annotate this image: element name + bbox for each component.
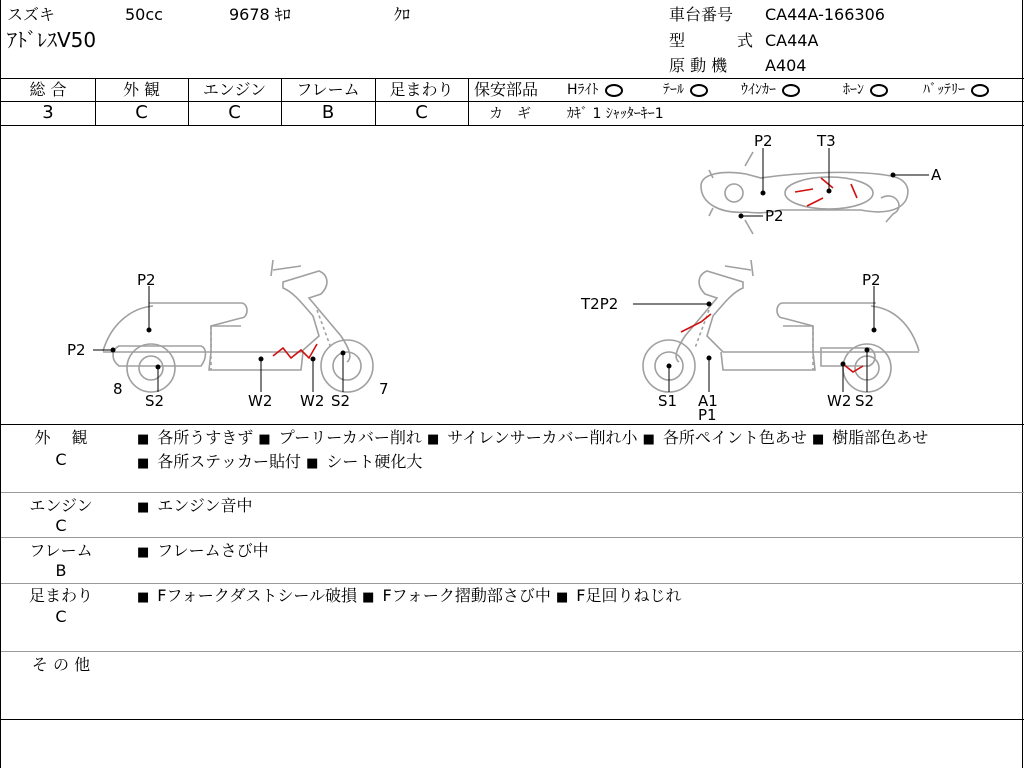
label-right-s1: S1 xyxy=(658,392,678,410)
ok-circle-icon xyxy=(782,84,800,97)
frame-no: CA44A-166306 xyxy=(765,5,885,24)
engine-value: A404 xyxy=(765,56,807,75)
grade-header-overall: 総 合 xyxy=(29,80,67,99)
label-right-s2: S2 xyxy=(855,392,875,410)
bullet-square-icon: ■ xyxy=(137,590,150,605)
label-top-p2-b: P2 xyxy=(765,207,784,225)
label-right-t2p2: T2P2 xyxy=(581,295,619,313)
bullet-square-icon: ■ xyxy=(555,590,569,605)
type-label-2: 式 xyxy=(737,31,754,50)
safety-headlight-label: Hﾗｲﾄ xyxy=(567,82,599,98)
rule-desc-3 xyxy=(1,583,1024,584)
safety-battery xyxy=(923,80,989,100)
section-engine-notes xyxy=(137,495,1013,519)
note-item: ■ 各所ステッカー貼付 xyxy=(137,452,301,471)
left-view-callouts xyxy=(93,286,345,392)
ok-circle-icon xyxy=(690,84,708,97)
bullet-square-icon: ■ xyxy=(137,500,150,515)
label-left-7: 7 xyxy=(379,380,389,398)
note-item: ■ Fフォーク摺動部さび中 xyxy=(362,586,551,605)
section-exterior-notes xyxy=(137,427,1013,475)
ok-circle-icon xyxy=(870,84,888,97)
grade-header-frame: フレーム xyxy=(296,80,360,99)
grade-value-suspension: C xyxy=(415,102,428,123)
label-right-w2: W2 xyxy=(827,392,852,410)
section-frame-title: フレーム xyxy=(29,541,93,560)
section-frame-notes xyxy=(137,540,1013,564)
grade-value-frame: B xyxy=(321,102,335,123)
section-frame-grade: B xyxy=(55,561,67,580)
right-view-callouts xyxy=(633,286,876,392)
rule-desc-bottom xyxy=(1,719,1024,720)
note-item: ■ Fフォークダストシール破損 xyxy=(137,586,358,605)
top-view-damage-marks xyxy=(795,178,857,206)
label-left-w2-a: W2 xyxy=(248,392,273,410)
rule-desc-1 xyxy=(1,492,1024,493)
label-left-s2-b: S2 xyxy=(331,392,351,410)
grade-header-engine: エンジン xyxy=(202,80,267,99)
ok-circle-icon xyxy=(971,84,989,97)
note-item: ■ 各所ペイント色あせ xyxy=(642,428,807,447)
left-view-damage-marks xyxy=(273,344,317,358)
type-label-1: 型 xyxy=(669,31,686,50)
rule-desc-4 xyxy=(1,651,1024,652)
safety-horn xyxy=(843,80,888,100)
maker: スズキ xyxy=(7,5,56,24)
label-left-8: 8 xyxy=(113,380,123,398)
grade-header-suspension: 足まわり xyxy=(389,80,454,99)
section-suspension-grade: C xyxy=(55,607,67,626)
label-right-p1: P1 xyxy=(698,406,717,424)
label-left-s2-a: S2 xyxy=(145,392,165,410)
grade-header-exterior: 外 観 xyxy=(122,80,161,99)
label-left-p2-seat: P2 xyxy=(137,271,156,289)
bullet-square-icon: ■ xyxy=(811,432,825,447)
grade-col-divider-5 xyxy=(468,78,469,125)
displacement: 50cc xyxy=(125,5,163,24)
rule-safety-mid xyxy=(468,101,1024,102)
label-right-p2: P2 xyxy=(862,271,881,289)
bullet-square-icon: ■ xyxy=(137,456,150,471)
label-left-w2-b: W2 xyxy=(300,392,325,410)
section-exterior-grade: C xyxy=(55,450,67,469)
bullet-square-icon: ■ xyxy=(427,432,440,447)
note-item: ■ フレームさび中 xyxy=(137,541,269,560)
safety-horn-label: ﾎｰﾝ xyxy=(843,82,864,98)
engine-label: 原 動 機 xyxy=(669,56,728,75)
rule-desc-2 xyxy=(1,537,1024,538)
safety-winker xyxy=(741,80,800,100)
section-other-title: そ の 他 xyxy=(31,655,91,674)
frame-no-label: 車台番号 xyxy=(669,5,734,24)
grade-value-overall: 3 xyxy=(42,102,54,123)
section-engine-title: エンジン xyxy=(29,496,93,515)
section-suspension-notes xyxy=(137,585,1013,609)
safety-battery-label: ﾊﾞｯﾃﾘｰ xyxy=(923,82,965,98)
grade-value-exterior: C xyxy=(135,102,148,123)
label-top-t3: T3 xyxy=(817,132,836,150)
safety-label: 保安部品 xyxy=(474,80,539,99)
model-name: ｱﾄﾞﾚｽV50 xyxy=(7,28,97,52)
label-left-p2-front: P2 xyxy=(67,341,86,359)
type-value: CA44A xyxy=(765,31,819,50)
note-item: ■ サイレンサーカバー削れ小 xyxy=(427,428,638,447)
bullet-square-icon: ■ xyxy=(137,432,150,447)
safety-winker-label: ｳｲﾝｶｰ xyxy=(741,82,776,98)
top-view-scooter xyxy=(701,152,908,234)
safety-tail xyxy=(663,80,708,100)
key-label: カ ギ xyxy=(489,106,531,122)
note-item: ■ 各所うすきず xyxy=(137,428,254,447)
note-item: ■ エンジン音中 xyxy=(137,496,253,515)
ok-circle-icon xyxy=(605,84,623,97)
section-exterior-title: 外 観 xyxy=(34,428,88,447)
bullet-square-icon: ■ xyxy=(306,456,319,471)
damage-diagram xyxy=(1,126,1024,424)
rule-top xyxy=(1,78,1024,79)
safety-headlight xyxy=(567,80,623,100)
mileage: 9678 ｷﾛ xyxy=(229,5,291,24)
bullet-square-icon: ■ xyxy=(642,432,655,447)
section-suspension-title: 足まわり xyxy=(28,586,93,605)
note-item: ■ プーリーカバー削れ xyxy=(258,428,422,447)
right-view-damage-marks xyxy=(681,314,863,372)
safety-tail-label: ﾃｰﾙ xyxy=(663,82,684,98)
label-top-a: A xyxy=(931,166,942,184)
note-item: ■ F足回りねじれ xyxy=(555,586,682,605)
label-top-p2: P2 xyxy=(754,132,773,150)
bullet-square-icon: ■ xyxy=(137,545,150,560)
rule-desc-top xyxy=(1,424,1024,425)
note-item: ■ シート硬化大 xyxy=(306,452,423,471)
bullet-square-icon: ■ xyxy=(362,590,375,605)
note-item: ■ 樹脂部色あせ xyxy=(811,428,929,447)
key-value: ｶｷﾞ 1 ｼｬｯﾀｰｷｰ1 xyxy=(567,106,664,122)
bullet-square-icon: ■ xyxy=(258,432,271,447)
color: ｸﾛ xyxy=(394,5,411,24)
section-engine-grade: C xyxy=(55,516,67,535)
grade-value-engine: C xyxy=(228,102,241,123)
label-right-a1: A1 xyxy=(698,392,718,410)
